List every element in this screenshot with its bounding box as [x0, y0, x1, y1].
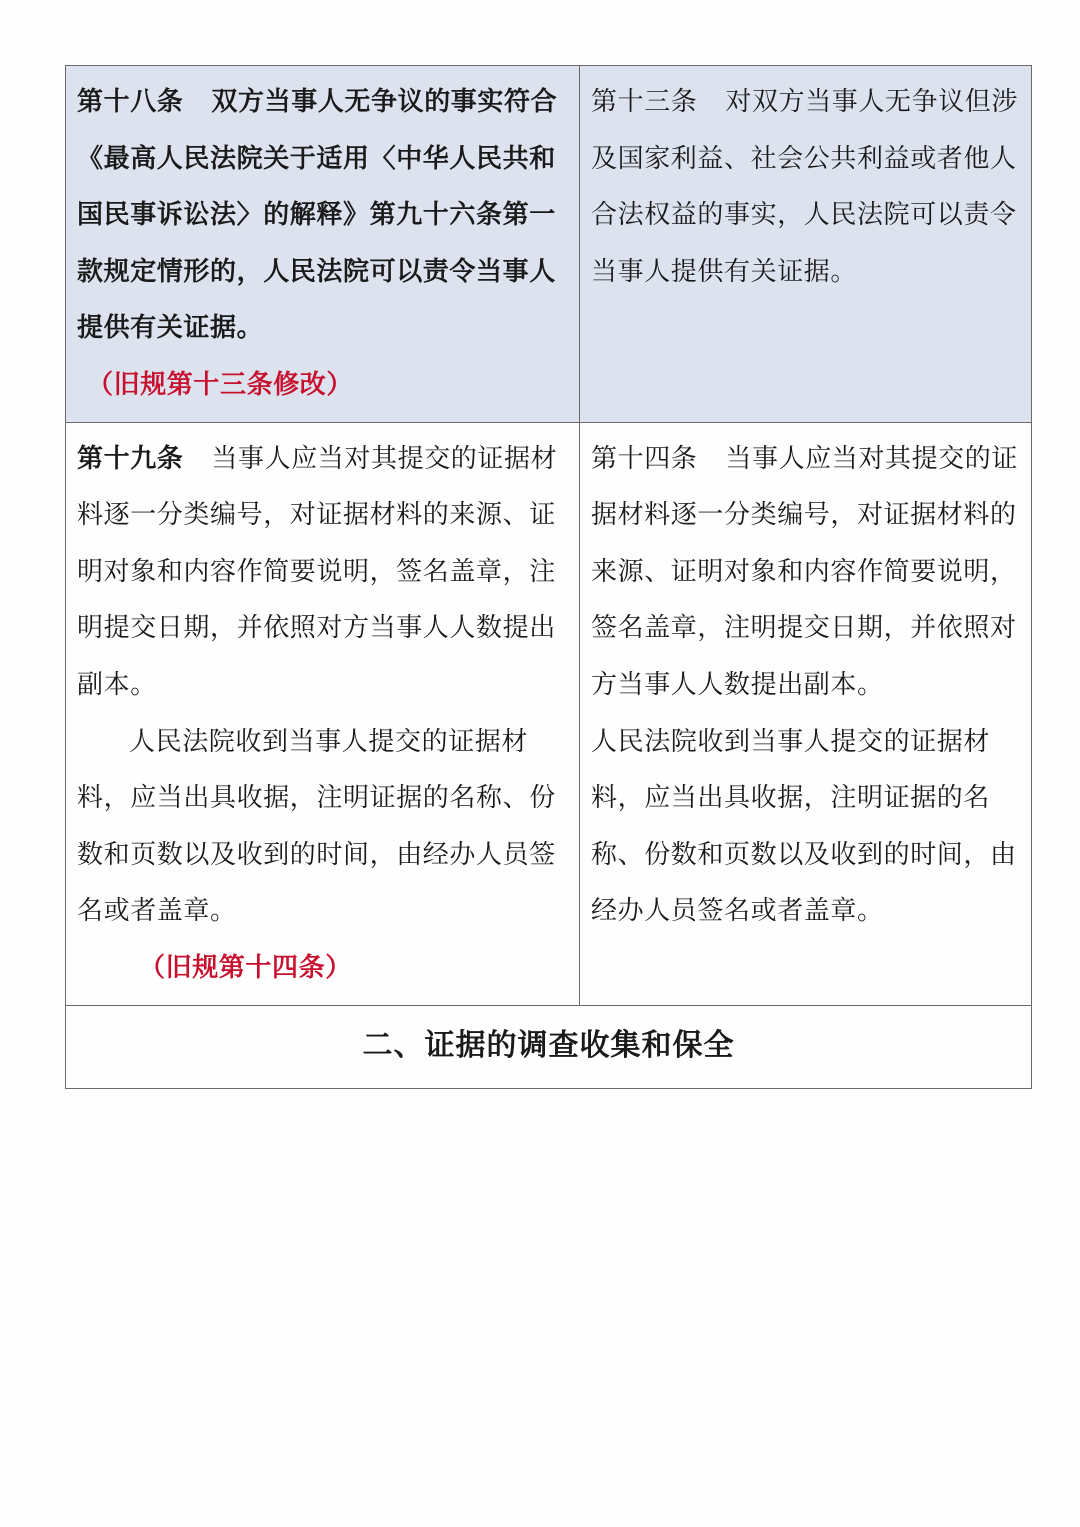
table-row [66, 422, 1032, 1005]
old-rule-paragraph [591, 74, 1021, 300]
section-heading: 二、证据的调查收集和保全 [66, 1005, 1032, 1088]
revision-note: （旧规第十三条修改） [87, 369, 354, 400]
article-number: 第十八条 [77, 87, 184, 117]
new-rule-paragraph [77, 74, 569, 357]
article-text: 当事人应当对其提交的证据材料逐一分类编号，对证据材料的来源、证明对象和内容作简要说明，签名盖章，注明提交日期，并依照对方当事人人数提出副本。 [77, 443, 558, 700]
article-number: 第十四条 [591, 443, 698, 474]
old-rule-cell [580, 422, 1032, 1005]
table-row [66, 66, 1032, 423]
new-rule-paragraph-2: 人民法院收到当事人提交的证据材料，应当出具收据，注明证据的名称、份数和页数以及收到的时间，由经办人员签名或者盖章。 [77, 726, 556, 927]
article-number: 第十三条 [591, 87, 698, 117]
revision-note: （旧规第十四条） [139, 952, 352, 983]
table-row [66, 1005, 1032, 1088]
old-rule-paragraph-2: 人民法院收到当事人提交的证据材料，应当出具收据，注明证据的名称、份数和页数以及收到的时间，由经办人员签名或者盖章。 [591, 726, 1017, 927]
article-text: 当事人应当对其提交的证据材料逐一分类编号，对证据材料的来源、证明对象和内容作简要说明，签名盖章，注明提交日期，并依照对方当事人人数提出副本。 [591, 443, 1019, 700]
new-rule-cell [66, 66, 580, 423]
article-text: 对双方当事人无争议但涉及国家利益、社会公共利益或者他人合法权益的事实，人民法院可以责令当事人提供有关证据。 [591, 87, 1019, 287]
old-rule-paragraph [591, 431, 1021, 714]
comparison-table [65, 65, 1032, 1089]
new-rule-cell [66, 422, 580, 1005]
article-number: 第十九条 [77, 443, 184, 474]
new-rule-paragraph [77, 431, 569, 714]
old-rule-cell [580, 66, 1032, 423]
article-text: 双方当事人无争议的事实符合《最高人民法院关于适用〈中华人民共和国民事诉讼法〉的解释》第九十六条第一款规定情形的，人民法院可以责令当事人提供有关证据。 [77, 87, 558, 344]
